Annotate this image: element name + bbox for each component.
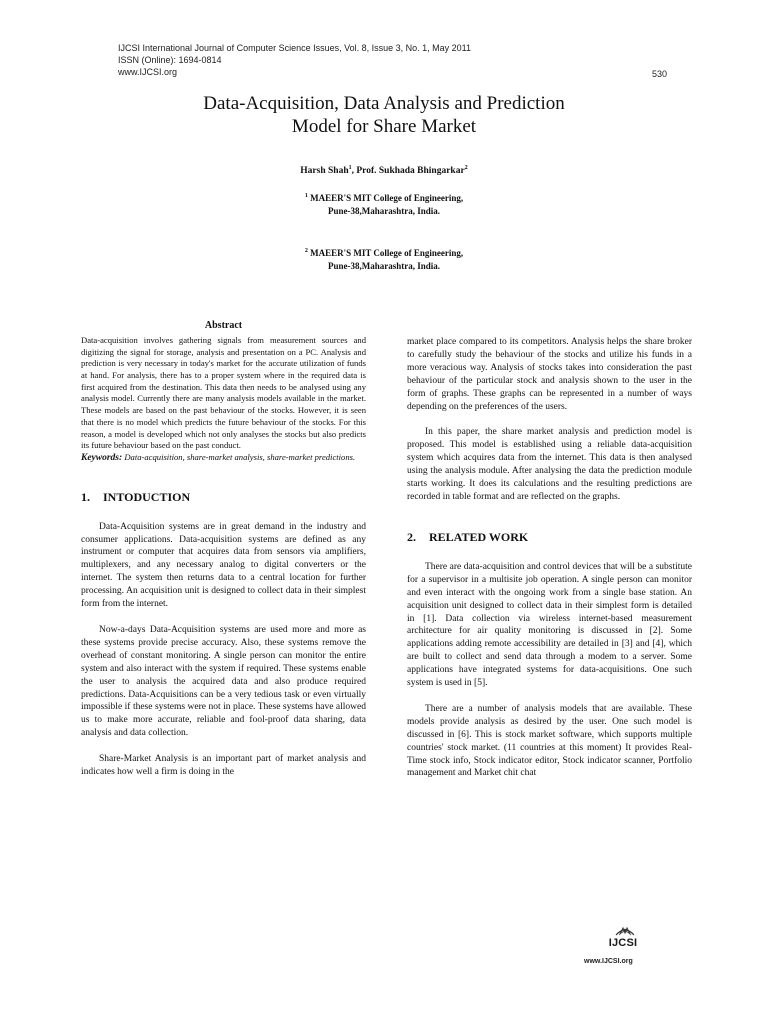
right-column <box>407 336 692 780</box>
intro-paragraph: Share-Market Analysis is an important part of market analysis and indicates how well a firm is doing in the <box>81 754 366 778</box>
footer-logo-text: IJCSI <box>608 937 638 949</box>
keywords-text: Data-acquisition, share-market analysis, share-market predictions. <box>122 451 356 462</box>
title-line-1: Data-Acquisition, Data Analysis and Prediction <box>203 93 565 114</box>
author-separator: , <box>351 166 357 176</box>
title-line-2: Model for Share Market <box>291 116 477 137</box>
issn-line: ISSN (Online): 1694-0814 <box>118 55 222 65</box>
keywords-label: Keywords: <box>81 452 123 463</box>
author-list <box>84 166 684 176</box>
running-header <box>118 42 471 78</box>
abstract-text: Data-acquisition involves gathering signals from measurement sources and digitizing the signal for storage, analysis and presentation on a PC. Analysis and prediction is very necessary in today's market for the accurate utilization of funds at hand. For analysis, there has to a proper system where in the required data is first acquired from the destination. This data then needs to be analysed using any analysis model. Currently there are many analysis models available in the market. These models are based on the past behaviour of the stocks. However, it is seen that there is no model which predicts the future behaviour of the stocks. For this reason, a model is developed which not only analyses the stocks but also predicts its future behaviour based on the past conduct. <box>81 334 366 451</box>
keywords <box>81 452 366 465</box>
intro-paragraph: Now-a-days Data-Acquisition systems are used more and more as these systems provide precise accuracy. Also, these systems remove the overhead of constant monitoring. A single person can monitor the entire system and also interact with the system if required. These systems enable the user to analysis the acquired data and also produce required predictions. Data-Acquisitions can be a very tedious task or even virtually impossible if these systems were not in place. These systems have allowed us to make more accurate, reliable and fool-proof data sharing, data analysis and data collection. <box>81 624 366 739</box>
section-heading-related-work <box>407 530 692 544</box>
related-work-paragraph: There are a number of analysis models that are available. These models provide analysis as desired by the user. One such model is discussed in [6]. This is stock market software, which supports multiple countries' stock market. (11 countries at this moment) It provides Real-Time stock info, Stock indicator editor, Stock indicator scanner, Portfolio management and Market chit chat <box>407 703 692 779</box>
author-affiliation-mark: 2 <box>464 164 468 171</box>
section-number: 2. <box>407 529 416 544</box>
website-line: www.IJCSI.org <box>118 67 178 77</box>
author-name: Harsh Shah <box>300 166 349 176</box>
abstract-heading: Abstract <box>204 320 243 331</box>
section-title: RELATED WORK <box>429 529 529 544</box>
footer-url: www.IJCSI.org <box>584 958 633 965</box>
section-number: 1. <box>81 489 90 504</box>
journal-line: IJCSI International Journal of Computer Science Issues, Vol. 8, Issue 3, No. 1, May 2011 <box>118 43 472 53</box>
section-title: INTODUCTION <box>103 489 191 504</box>
intro-paragraph: In this paper, the share market analysis and prediction model is proposed. This model is established using a reliable data-acquisition system which acquires data from the internet. This data is then analysed using the analysis module. After analysing the data the prediction module starts working. It does its calculations and the resulting predictions are recorded in table format and are reflected on the graphs. <box>407 427 692 502</box>
affiliation-1 <box>84 192 684 218</box>
affiliation-mark: 2 <box>304 248 308 254</box>
affiliation-institution: MAEER'S MIT College of Engineering, <box>310 193 464 203</box>
author-affiliation-mark: 1 <box>348 164 352 171</box>
related-work-paragraph: There are data-acquisition and control devices that will be a substitute for a supervisor in a multisite job operation. A single person can monitor and even interact with the ongoing work from a single base station. An acquisition unit designed to collect data in their simplest form is detailed in [1]. Data collection via wireless internet-based measurement architecture for air quality monitoring is discussed in [2]. Some applications adding remote accessibility are detailed in [3] and [4], which are built to collect and send data through a modem to a server. Some applications have integrated systems for data-acquisitions. One such system is used in [5]. <box>407 561 692 689</box>
affiliation-2 <box>84 247 684 273</box>
author-name: Prof. Sukhada Bhingarkar <box>356 166 465 176</box>
intro-paragraph: Data-Acquisition systems are in great demand in the industry and consumer applications. Data-acquisition systems are defined as any instrument or computer that acquires data from sensors via amplifiers, multiplexers, and any necessary analog to digital converters or the internet. The system then returns data to a central location for further processing. An acquisition unit is designed to collect data in their simplest form from the internet. <box>81 521 366 610</box>
paper-title <box>84 92 684 138</box>
section-heading-introduction <box>81 490 366 504</box>
left-column <box>81 320 366 779</box>
affiliation-mark: 1 <box>304 193 308 199</box>
affiliation-location: Pune-38,Maharashtra, India. <box>327 206 440 216</box>
page-number: 530 <box>652 69 668 79</box>
affiliation-institution: MAEER'S MIT College of Engineering, <box>310 248 464 258</box>
affiliation-location: Pune-38,Maharashtra, India. <box>327 261 440 271</box>
intro-paragraph-continued: market place compared to its competitors. Analysis helps the share broker to carefully study the behaviour of the stocks and utilize his funds in a more veracious way. Analysis of stocks takes into consideration the past behaviour of the particular stock and analysis shown to the user in the form of graphs. These graphs can be represented in a number of ways depending on the preferences of the users. <box>407 337 692 412</box>
